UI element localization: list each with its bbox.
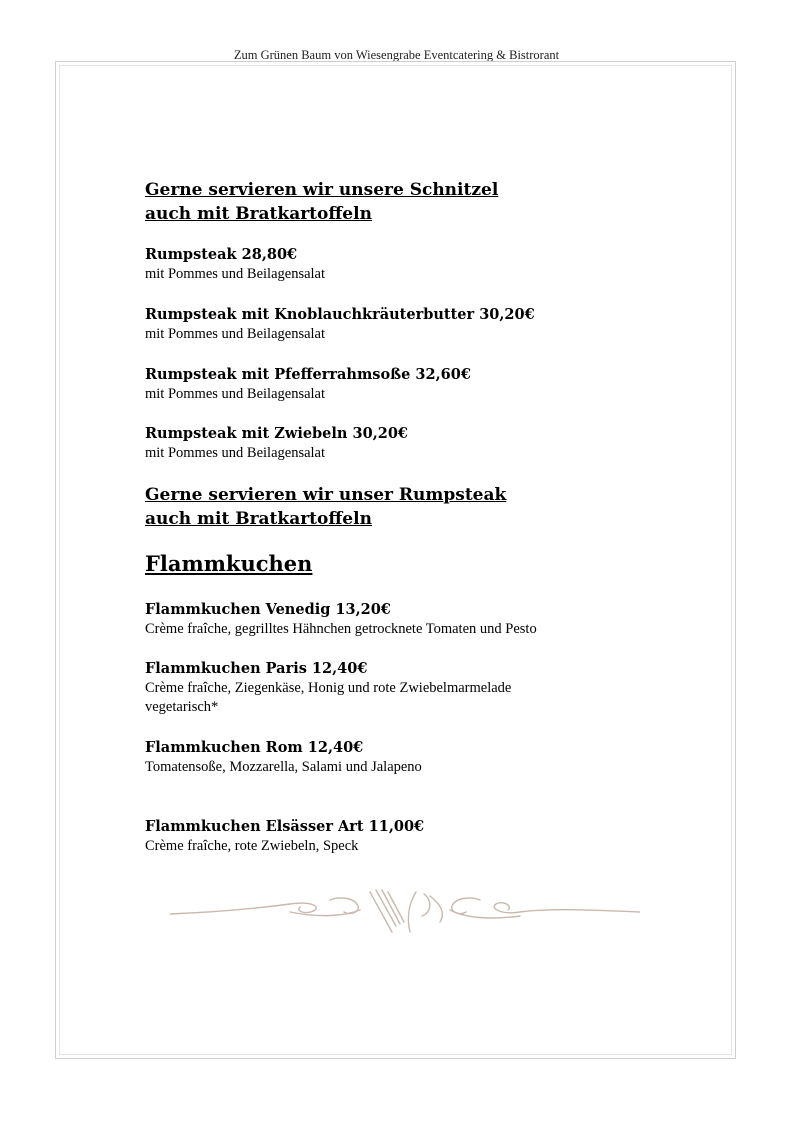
schnitzel-note-line-2: auch mit Bratkartoffeln xyxy=(145,204,372,224)
menu-item-description: mit Pommes und Beilagensalat xyxy=(145,445,326,461)
schnitzel-note-heading xyxy=(145,178,498,226)
menu-item-title: Rumpsteak 28,80€ xyxy=(145,246,298,263)
menu-item-rumpsteak-knoblauch xyxy=(145,305,535,344)
menu-item-description: mit Pommes und Beilagensalat xyxy=(145,326,326,342)
page-header: Zum Grünen Baum von Wiesengrabe Eventcatering & Bistrorant xyxy=(233,48,560,62)
description-line: Crème fraîche, rote Zwiebeln, Speck xyxy=(145,838,359,854)
menu-item-description xyxy=(145,620,537,639)
menu-item-title: Rumpsteak mit Knoblauchkräuterbutter 30,20€ xyxy=(145,306,535,323)
menu-item-title: Rumpsteak mit Zwiebeln 30,20€ xyxy=(145,425,409,442)
menu-item-rumpsteak-pfeffer xyxy=(145,365,471,404)
menu-item-title: Flammkuchen Elsässer Art 11,00€ xyxy=(145,818,425,835)
rumpsteak-note-line-1: Gerne servieren wir unser Rumpsteak xyxy=(145,485,507,505)
menu-item-description: mit Pommes und Beilagensalat xyxy=(145,386,326,402)
description-line: Crème fraîche, Ziegenkäse, Honig und rote Zwiebelmarmelade xyxy=(145,680,512,696)
cutlery-flourish-icon xyxy=(170,882,640,942)
menu-item-description xyxy=(145,837,424,856)
menu-item-title: Flammkuchen Venedig 13,20€ xyxy=(145,601,391,618)
menu-item-flammkuchen-venedig xyxy=(145,600,537,639)
menu-item-rumpsteak xyxy=(145,245,325,284)
menu-item-description: mit Pommes und Beilagensalat xyxy=(145,266,326,282)
flammkuchen-heading: Flammkuchen xyxy=(145,551,313,576)
menu-item-description xyxy=(145,758,422,777)
schnitzel-note-line-1: Gerne servieren wir unsere Schnitzel xyxy=(145,180,499,200)
description-line: Crème fraîche, gegrilltes Hähnchen getrocknete Tomaten und Pesto xyxy=(145,621,537,637)
menu-item-title: Flammkuchen Rom 12,40€ xyxy=(145,739,364,756)
rumpsteak-note-heading xyxy=(145,483,506,531)
menu-item-flammkuchen-paris xyxy=(145,659,511,717)
menu-item-flammkuchen-elsaesser xyxy=(145,817,424,856)
menu-item-title: Rumpsteak mit Pfefferrahmsoße 32,60€ xyxy=(145,366,471,383)
menu-item-description xyxy=(145,679,511,717)
menu-item-title: Flammkuchen Paris 12,40€ xyxy=(145,660,368,677)
description-line: Tomatensoße, Mozzarella, Salami und Jalapeno xyxy=(145,759,422,775)
description-line: vegetarisch* xyxy=(145,699,219,715)
menu-item-rumpsteak-zwiebeln xyxy=(145,424,408,463)
menu-item-flammkuchen-rom xyxy=(145,738,422,777)
rumpsteak-note-line-2: auch mit Bratkartoffeln xyxy=(145,509,372,529)
